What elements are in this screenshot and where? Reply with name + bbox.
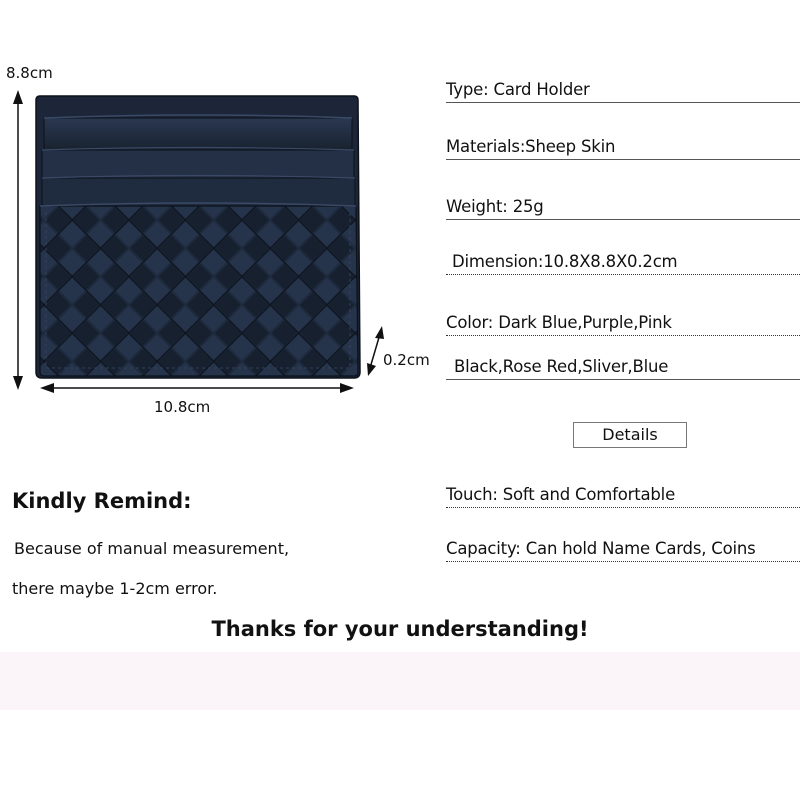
footer-band <box>0 652 800 710</box>
spec-capacity <box>446 539 800 558</box>
spec-color-cont <box>446 357 800 376</box>
product-illustration <box>0 0 440 420</box>
spec-touch <box>446 485 800 504</box>
reminder-line-2: there maybe 1-2cm error. <box>12 579 218 598</box>
details-button[interactable]: Details <box>573 422 687 448</box>
width-arrow-icon <box>40 383 354 393</box>
divider <box>446 335 800 336</box>
divider <box>446 507 800 508</box>
spec-materials <box>446 137 800 156</box>
spec-type-text: Type: Card Holder <box>446 80 590 99</box>
spec-dimension-text: Dimension:10.8X8.8X0.2cm <box>452 252 678 271</box>
spec-touch-text: Touch: Soft and Comfortable <box>446 485 676 504</box>
reminder-line-1: Because of manual measurement, <box>14 539 290 558</box>
depth-label: 0.2cm <box>383 351 430 369</box>
reminder-title: Kindly Remind: <box>12 489 192 513</box>
spec-materials-text: Materials:Sheep Skin <box>446 137 616 156</box>
width-label: 10.8cm <box>154 398 211 416</box>
card-holder-image <box>36 96 360 378</box>
divider <box>446 379 800 380</box>
height-arrow-icon <box>13 90 23 390</box>
depth-arrow-icon <box>367 326 384 376</box>
spec-color-cont-text: Black,Rose Red,Sliver,Blue <box>454 357 669 376</box>
spec-color <box>446 313 800 332</box>
spec-weight-text: Weight: 25g <box>446 197 544 216</box>
spec-capacity-text: Capacity: Can hold Name Cards, Coins <box>446 539 756 558</box>
divider <box>446 219 800 220</box>
divider <box>446 159 800 160</box>
divider <box>446 561 800 562</box>
thanks-message: Thanks for your understanding! <box>211 617 589 641</box>
spec-color-text: Color: Dark Blue,Purple,Pink <box>446 313 672 332</box>
divider <box>446 102 800 103</box>
height-label: 8.8cm <box>6 64 53 82</box>
spec-dimension <box>446 252 800 271</box>
divider <box>446 274 800 275</box>
spec-type <box>446 80 800 99</box>
spec-weight <box>446 197 800 216</box>
